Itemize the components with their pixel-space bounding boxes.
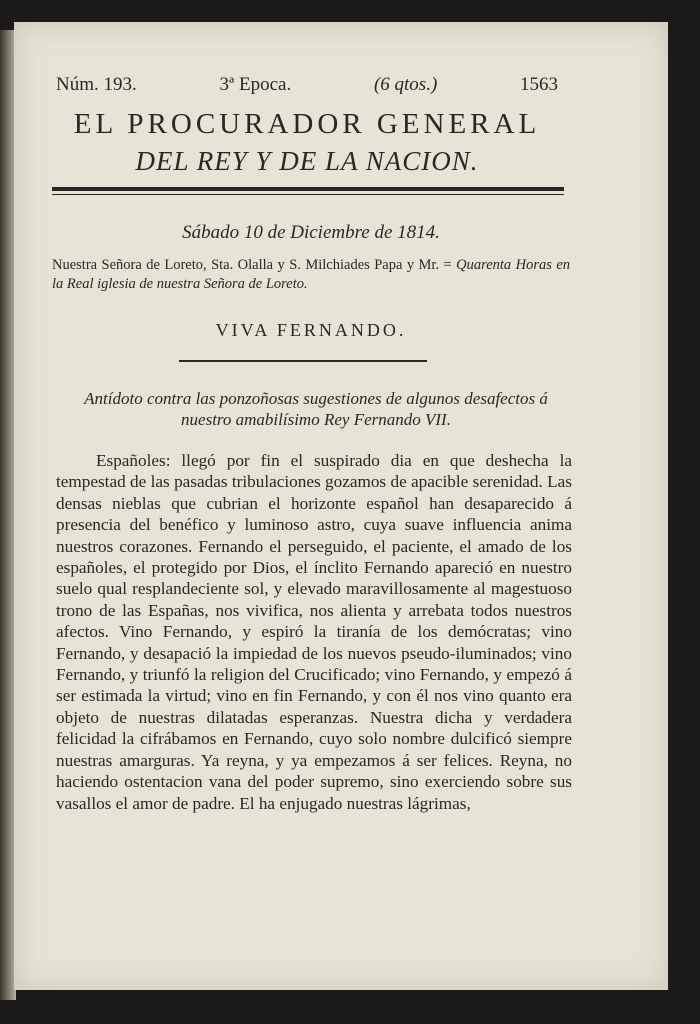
issue-number: Núm. 193. bbox=[56, 74, 137, 95]
date-line: Sábado 10 de Diciembre de 1814. bbox=[182, 222, 440, 243]
issue-header bbox=[56, 74, 558, 96]
section-rule bbox=[179, 360, 427, 362]
page-number: 1563 bbox=[520, 74, 558, 95]
issue-price: (6 qtos.) bbox=[373, 74, 438, 95]
masthead-rule bbox=[52, 187, 564, 191]
saints-italic: Quarenta Horas en la Real iglesia de nuestra Señora de Loreto. bbox=[52, 257, 571, 292]
saints-of-day bbox=[52, 256, 570, 294]
masthead-rule-thin bbox=[52, 194, 564, 195]
saints-text: Nuestra Señora de Loreto, Sta. Olalla y S. Milchiades Papa y Mr. = bbox=[52, 257, 457, 273]
issue-epoch: 3ª Epoca. bbox=[219, 74, 292, 95]
newspaper-page bbox=[14, 22, 668, 990]
motto: VIVA FERNANDO. bbox=[215, 320, 407, 340]
article-title: Antídoto contra las ponzoñosas sugestiones de algunos desafectos á nuestro amabilísimo Rey Fernando VII. bbox=[84, 389, 548, 429]
article-body: Españoles: llegó por fin el suspirado dia en que deshecha la tempestad de las pasadas tribulaciones gozamos de apacible serenidad. Las densas nieblas que cubrian el horizonte español han desaparecido á presencia del benéfico y luminoso astro, cuya suave influencia anima nuestros corazones. Fernando el perseguido, el paciente, el amado de los españoles, el protegido por Dios, el ínclito Fernando apareció en nuestro suelo qual resplandeciente sol, y elevado maravillosamente al magestuoso trono de las Españas, nos vivifica, nos alienta y arrebata todos nuestros afectos. Vino Fernando, y espiró la tiranía de los demócratas; vino Fernando, y desapació la impiedad de los nuevos pseudo-iluminados; vino Fernando, y triunfó la religion del Crucificado; vino Fernando, y empezó á ser estimada la virtud; vino en fin Fernando, y con él nos vino quanto era objeto de nuestras dilatadas esperanzas. Nuestra dicha y verdadera felicidad la cifrábamos en Fernando, cuyo solo nombre dulcificó siempre nuestras amarguras. Ya reyna, y ya empezamos á ser felices. Reyna, no haciendo ostentacion vana del poder supremo, sino exerciendo sobre sus vasallos el amor de padre. El ha enjugado nuestras lágrimas, bbox=[56, 451, 572, 813]
masthead-subtitle: DEL REY Y DE LA NACION. bbox=[135, 146, 479, 176]
masthead-title: EL PROCURADOR GENERAL bbox=[73, 108, 541, 140]
